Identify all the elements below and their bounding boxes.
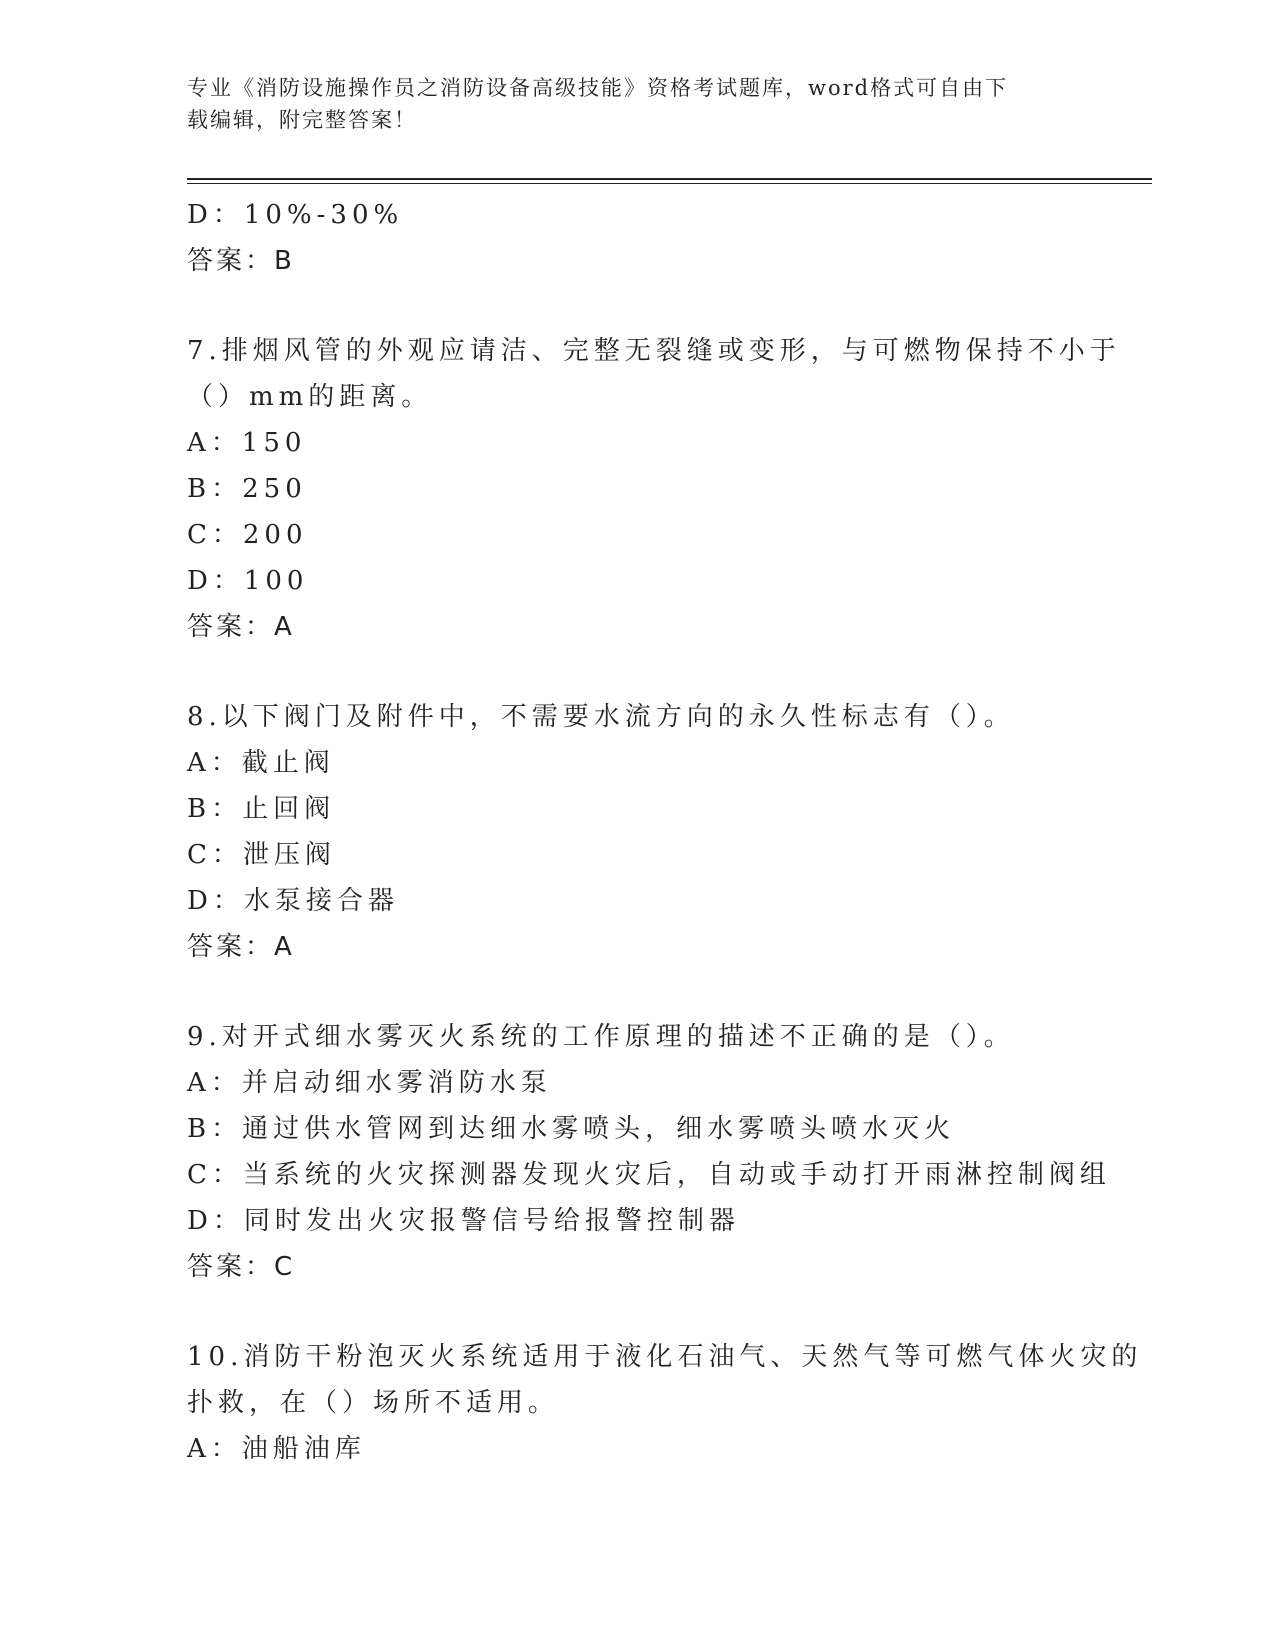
header-rule-thick bbox=[187, 178, 1152, 180]
header-rule-thin bbox=[187, 183, 1152, 184]
option-d: D：100 bbox=[187, 566, 309, 596]
option-d: D：水泵接合器 bbox=[187, 886, 399, 916]
header-line-1: 专业《消防设施操作员之消防设备高级技能》资格考试题库，word格式可自由下 bbox=[187, 76, 1009, 100]
document-header bbox=[187, 72, 1067, 136]
prev-option-d: D：10%-30% bbox=[187, 200, 404, 230]
answer: 答案：C bbox=[187, 1252, 296, 1282]
option-b: B：通过供水管网到达细水雾喷头，细水雾喷头喷水灭火 bbox=[187, 1114, 956, 1144]
option-a: A：并启动细水雾消防水泵 bbox=[187, 1068, 552, 1098]
question-stem: 10.消防干粉泡灭火系统适用于液化石油气、天然气等可燃气体火灾的 bbox=[187, 1342, 1143, 1372]
option-a: A：截止阀 bbox=[187, 748, 335, 778]
header-line-2: 载编辑，附完整答案！ bbox=[187, 108, 417, 132]
option-b: B：250 bbox=[187, 474, 307, 504]
option-c: C：泄压阀 bbox=[187, 840, 336, 870]
option-c: C：当系统的火灾探测器发现火灾后，自动或手动打开雨淋控制阀组 bbox=[187, 1160, 1111, 1190]
question-9 bbox=[187, 1014, 1111, 1290]
question-stem-cont: 扑救，在（）场所不适用。 bbox=[187, 1388, 560, 1418]
option-a: A：油船油库 bbox=[187, 1434, 366, 1464]
option-d: D：同时发出火灾报警信号给报警控制器 bbox=[187, 1206, 740, 1236]
option-b: B：止回阀 bbox=[187, 794, 336, 824]
question-10 bbox=[187, 1334, 1143, 1472]
option-c: C：200 bbox=[187, 520, 308, 550]
answer: 答案：A bbox=[187, 612, 295, 642]
option-a: A：150 bbox=[187, 428, 307, 458]
answer: 答案：A bbox=[187, 932, 295, 962]
question-stem-cont: （）mm的距离。 bbox=[187, 382, 433, 412]
prev-answer: 答案：B bbox=[187, 246, 295, 276]
question-8 bbox=[187, 694, 1087, 970]
question-stem: 7.排烟风管的外观应请洁、完整无裂缝或变形，与可燃物保持不小于 bbox=[187, 336, 1121, 366]
question-7 bbox=[187, 328, 1121, 650]
question-content bbox=[187, 192, 1143, 1472]
question-stem: 9.对开式细水雾灭火系统的工作原理的描述不正确的是（）。 bbox=[187, 1022, 1015, 1052]
question-stem: 8.以下阀门及附件中，不需要水流方向的永久性标志有（）。 bbox=[187, 702, 1015, 732]
